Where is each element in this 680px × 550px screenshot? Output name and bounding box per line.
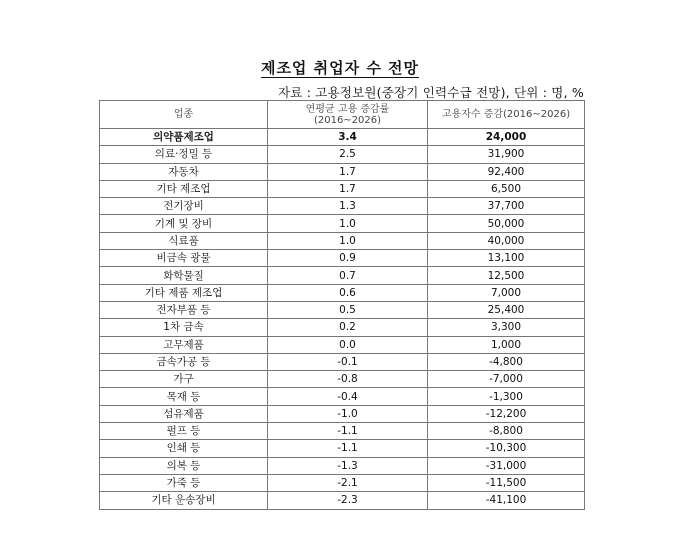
employment-change-cell: 37,700 [428, 198, 585, 215]
employment-change-cell: -10,300 [428, 440, 585, 457]
industry-cell: 가구 [100, 371, 268, 388]
industry-cell: 식료품 [100, 232, 268, 249]
title-text: 제조업 취업자 수 전망 [260, 59, 420, 77]
growth-rate-cell: -1.0 [268, 405, 428, 422]
table-row [100, 163, 585, 180]
employment-change-cell: -11,500 [428, 474, 585, 491]
employment-change-cell: 12,500 [428, 267, 585, 284]
growth-rate-cell: 1.0 [268, 215, 428, 232]
growth-rate-cell: 0.5 [268, 301, 428, 318]
employment-change-cell: 24,000 [428, 129, 585, 146]
growth-rate-cell: 0.6 [268, 284, 428, 301]
employment-forecast-table [99, 100, 585, 510]
employment-change-cell: 50,000 [428, 215, 585, 232]
growth-rate-cell: -2.1 [268, 474, 428, 491]
employment-change-cell: 7,000 [428, 284, 585, 301]
table-row [100, 267, 585, 284]
growth-rate-cell: -1.3 [268, 457, 428, 474]
table-row [100, 388, 585, 405]
employment-change-cell: 6,500 [428, 180, 585, 197]
header-industry: 업종 [100, 101, 268, 129]
growth-rate-cell: -1.1 [268, 423, 428, 440]
header-growth-rate: 연평균 고용 증감률 (2016~2026) [268, 101, 428, 129]
industry-cell: 고무제품 [100, 336, 268, 353]
table-row [100, 371, 585, 388]
industry-cell: 인쇄 등 [100, 440, 268, 457]
employment-change-cell: 1,000 [428, 336, 585, 353]
employment-change-cell: -7,000 [428, 371, 585, 388]
industry-cell: 자동차 [100, 163, 268, 180]
industry-cell: 기타 운송장비 [100, 492, 268, 509]
table-row [100, 215, 585, 232]
employment-change-cell: -12,200 [428, 405, 585, 422]
employment-change-cell: 40,000 [428, 232, 585, 249]
employment-change-cell: -1,300 [428, 388, 585, 405]
table-row [100, 457, 585, 474]
table-row [100, 474, 585, 491]
employment-change-cell: 3,300 [428, 319, 585, 336]
table-row [100, 129, 585, 146]
table-row [100, 250, 585, 267]
industry-cell: 섬유제품 [100, 405, 268, 422]
growth-rate-cell: 0.9 [268, 250, 428, 267]
employment-change-cell: -41,100 [428, 492, 585, 509]
industry-cell: 기계 및 장비 [100, 215, 268, 232]
table-row [100, 353, 585, 370]
growth-rate-cell: 2.5 [268, 146, 428, 163]
table-row [100, 423, 585, 440]
table-row [100, 180, 585, 197]
table-row [100, 301, 585, 318]
employment-change-cell: -4,800 [428, 353, 585, 370]
industry-cell: 의료·정밀 등 [100, 146, 268, 163]
growth-rate-cell: 1.7 [268, 163, 428, 180]
growth-rate-cell: 0.2 [268, 319, 428, 336]
table-row [100, 405, 585, 422]
industry-cell: 기타 제조업 [100, 180, 268, 197]
industry-cell: 의복 등 [100, 457, 268, 474]
table-row [100, 198, 585, 215]
growth-rate-cell: -0.4 [268, 388, 428, 405]
employment-change-cell: -31,000 [428, 457, 585, 474]
source-note: 자료 : 고용정보원(중장기 인력수급 전망), 단위 : 명, % [277, 85, 584, 100]
industry-cell: 금속가공 등 [100, 353, 268, 370]
table-row [100, 492, 585, 509]
industry-cell: 기타 제품 제조업 [100, 284, 268, 301]
industry-cell: 1차 금속 [100, 319, 268, 336]
table-row [100, 146, 585, 163]
growth-rate-cell: 1.0 [268, 232, 428, 249]
employment-change-cell: 25,400 [428, 301, 585, 318]
employment-change-cell: 31,900 [428, 146, 585, 163]
employment-change-cell: 13,100 [428, 250, 585, 267]
growth-rate-cell: -0.1 [268, 353, 428, 370]
table-row [100, 232, 585, 249]
growth-rate-cell: -0.8 [268, 371, 428, 388]
industry-cell: 전기장비 [100, 198, 268, 215]
growth-rate-cell: -1.1 [268, 440, 428, 457]
growth-rate-cell: -2.3 [268, 492, 428, 509]
industry-cell: 펄프 등 [100, 423, 268, 440]
industry-cell: 가죽 등 [100, 474, 268, 491]
table-body [100, 129, 585, 510]
industry-cell: 의약품제조업 [100, 129, 268, 146]
growth-rate-cell: 1.3 [268, 198, 428, 215]
header-employment-change: 고용자수 증감(2016~2026) [428, 101, 585, 129]
industry-cell: 목재 등 [100, 388, 268, 405]
table-header-row [100, 101, 585, 129]
employment-change-cell: -8,800 [428, 423, 585, 440]
table-row [100, 336, 585, 353]
growth-rate-cell: 1.7 [268, 180, 428, 197]
growth-rate-cell: 3.4 [268, 129, 428, 146]
table-row [100, 440, 585, 457]
page-title [0, 57, 680, 78]
table-row [100, 284, 585, 301]
industry-cell: 화학물질 [100, 267, 268, 284]
employment-change-cell: 92,400 [428, 163, 585, 180]
industry-cell: 비금속 광물 [100, 250, 268, 267]
table-row [100, 319, 585, 336]
industry-cell: 전자부품 등 [100, 301, 268, 318]
growth-rate-cell: 0.0 [268, 336, 428, 353]
growth-rate-cell: 0.7 [268, 267, 428, 284]
